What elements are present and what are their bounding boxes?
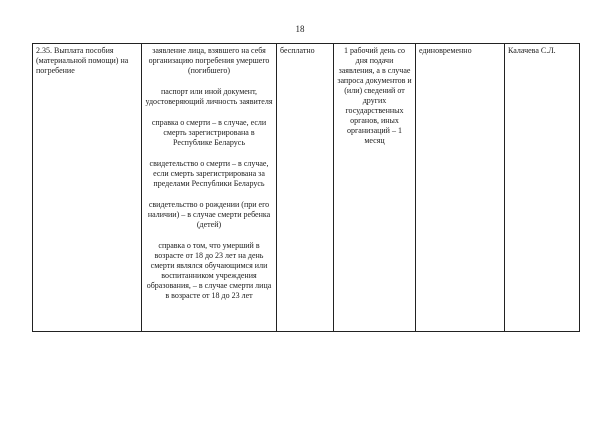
document-item: паспорт или иной документ, удостоверяющий личность заявителя [145, 87, 273, 106]
validity-value: единовременно [419, 46, 472, 55]
service-name-cell [33, 44, 142, 332]
validity-cell [416, 44, 505, 332]
services-table [32, 43, 580, 332]
documents-cell [142, 44, 277, 332]
table-row [33, 44, 580, 332]
fee-cell [277, 44, 334, 332]
page-number: 18 [295, 24, 305, 34]
document-item: справка о том, что умерший в возрасте от 18 до 23 лет на день смерти являлся обучающимся или воспитанником учреждения образования, – в случае смерти лица в возрасте от 18 до 23 лет [146, 241, 272, 300]
term-value: 1 рабочий день со дня подачи заявления, а в случае запроса документов и (или) сведений от других государственных органов, иных организаций – 1 месяц [337, 46, 412, 145]
document-item: заявление лица, взявшего на себя организацию погребения умершего (погибшего) [148, 46, 270, 75]
fee-value: бесплатно [280, 46, 315, 55]
document-item: свидетельство о рождении (при его наличии) – в случае смерти ребенка (детей) [147, 200, 271, 229]
responsible-value: Калачева С.Л. [508, 46, 556, 55]
term-cell [334, 44, 416, 332]
service-name: 2.35. Выплата пособия (материальной помощи) на погребение [36, 46, 129, 75]
responsible-cell [505, 44, 580, 332]
document-item: свидетельство о смерти – в случае, если смерть зарегистрирована за пределами Республики Беларусь [149, 159, 269, 188]
document-item: справка о смерти – в случае, если смерть зарегистрирована в Республике Беларусь [151, 118, 267, 147]
